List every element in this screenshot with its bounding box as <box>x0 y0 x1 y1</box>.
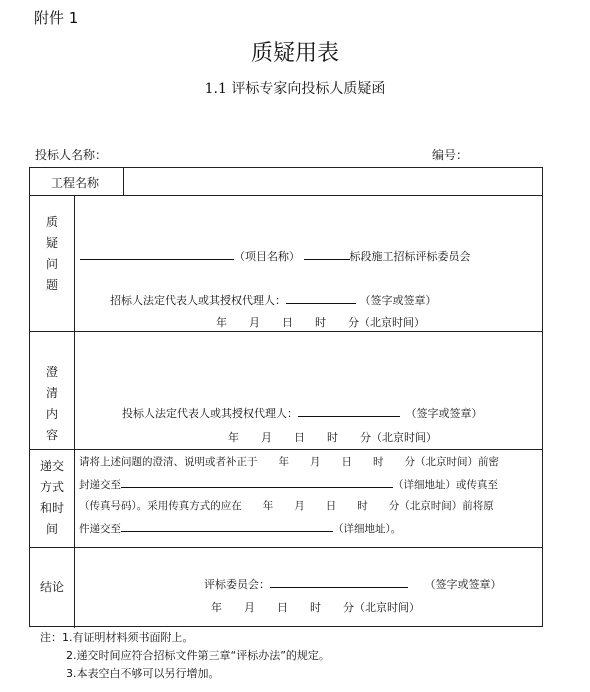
col-divider <box>74 195 75 628</box>
question-section-label: 质 疑 问 题 <box>45 215 58 292</box>
clarify-section-label: 澄 清 内 容 <box>45 365 58 442</box>
row-divider <box>30 449 542 450</box>
question-project-line: （项目名称） 标段施工招标评标委员会 <box>80 248 471 264</box>
row-divider <box>30 195 542 196</box>
section-blank[interactable] <box>304 248 350 260</box>
delivery-line-3: （传真号码）。采用传真方式的应在 年 月 日 时 分（北京时间）前将原 <box>79 500 494 512</box>
note-3: 3.本表空白不够可以另行增加。 <box>66 667 220 680</box>
note-1: 注：1.有证明材料须书面附上。 <box>40 631 194 644</box>
clarify-sign-blank[interactable] <box>298 405 400 417</box>
clarify-rep-line: 投标人法定代表人或其授权代理人： （签字或签章） <box>122 407 483 420</box>
form-title: 质疑用表 <box>250 41 339 66</box>
original-address-blank[interactable] <box>121 520 333 532</box>
number-label: 编号： <box>432 148 469 162</box>
question-datetime: 年 月 日 时 分（北京时间） <box>216 316 425 329</box>
note-2: 2.递交时间应符合招标文件第三章“评标办法”的规定。 <box>66 649 330 662</box>
query-form-table <box>29 167 543 627</box>
conclusion-committee-line: 评标委员会： （签字或签章） <box>204 578 502 591</box>
row-divider <box>30 331 542 332</box>
delivery-line-1: 请将上述问题的澄清、说明或者补正于 年 月 日 时 分（北京时间）前密 <box>79 456 499 468</box>
conclusion-datetime: 年 月 日 时 分（北京时间） <box>211 601 420 614</box>
clarify-datetime: 年 月 日 时 分（北京时间） <box>228 431 437 444</box>
attachment-label: 附件 1 <box>34 9 79 27</box>
bidder-name-label: 投标人名称： <box>35 148 108 162</box>
question-rep-line: 招标人法定代表人或其授权代理人： （签字或签章） <box>110 294 437 307</box>
row-divider <box>30 547 542 548</box>
form-subtitle: 1.1 评标专家向投标人质疑函 <box>204 81 386 97</box>
conclusion-section-label: 结论 <box>39 580 64 594</box>
conclusion-sign-blank[interactable] <box>270 576 408 588</box>
col-divider <box>123 168 124 195</box>
delivery-line-4: 件递交至 （详细地址）。 <box>79 520 401 536</box>
delivery-line-2: 封递交至 （详细地址）或传真至 <box>79 476 498 492</box>
project-name-label: 工程名称 <box>51 176 100 190</box>
question-sign-blank[interactable] <box>286 292 356 304</box>
delivery-address-blank[interactable] <box>121 476 393 488</box>
project-name-blank[interactable] <box>80 248 234 260</box>
delivery-section-label: 递交 方式 和时 间 <box>39 459 64 536</box>
